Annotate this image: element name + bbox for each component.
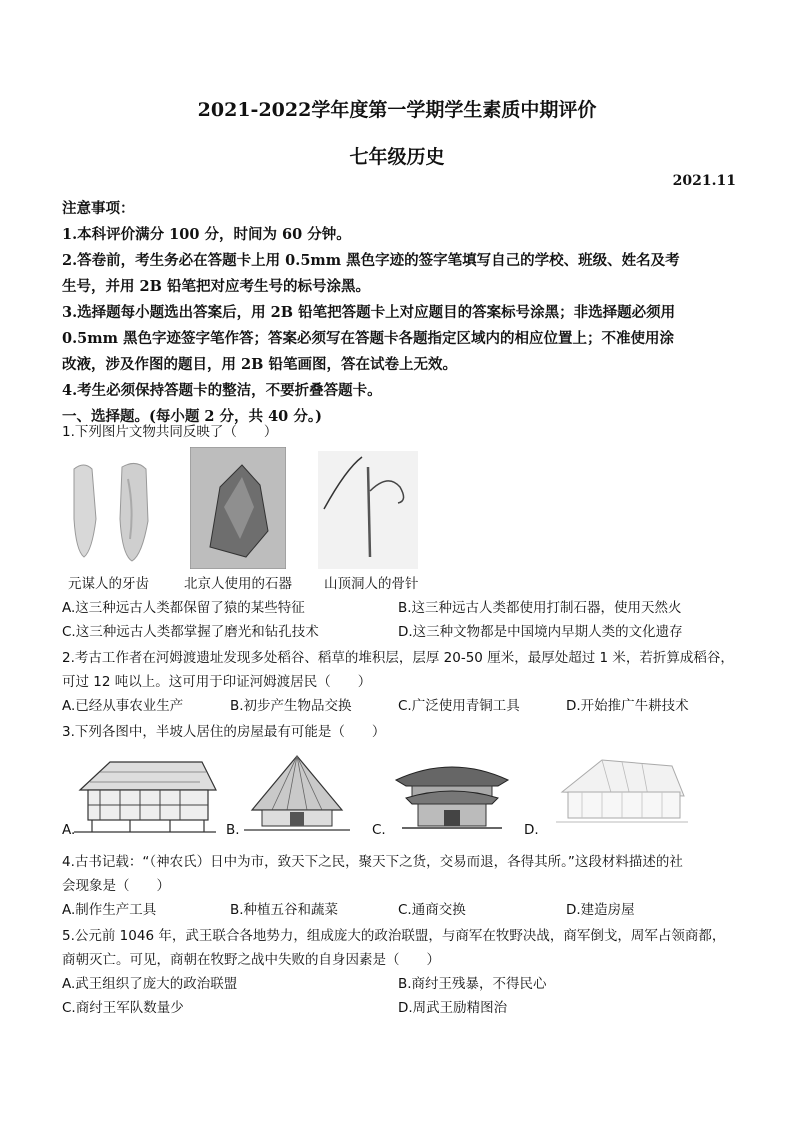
house-label-c: C. [372,822,386,838]
semi-subterranean-house-image [542,752,692,834]
stone-tool-image [190,447,286,569]
note-line: 0.5mm 黑色字迹签字笔作答；答案必须写在答题卡各题指定区域内的相应位置上；不准使用涂 [62,330,674,347]
option-d: D.周武王励精图治 [398,1000,508,1016]
question-text: 4.古书记载：“（神农氏）日中为市，致天下之民，聚天下之货，交易而退，各得其所。”这段材料描述的社 [62,854,683,870]
caption-teeth: 元谋人的牙齿 [68,576,149,592]
option-d: D.建造房屋 [566,902,635,918]
question-4 [62,850,734,922]
question-3-images [62,752,734,842]
caption-bone-needle: 山顶洞人的骨针 [324,576,419,592]
teeth-image [62,459,167,569]
option-b: B.种植五谷和蔬菜 [230,902,339,918]
question-text: 3.下列各图中，半坡人居住的房屋最有可能是（ ） [62,724,386,740]
note-line: 改液，涉及作图的题目，用 2B 铅笔画图，答在试卷上无效。 [62,356,457,373]
question-text: 商朝灭亡。可见，商朝在牧野之战中失败的自身因素是（ ） [62,952,440,968]
thatched-hut-image [242,752,352,836]
palace-image [392,754,512,836]
page-title: 2021-2022学年度第一学期学生素质中期评价 [197,99,597,121]
option-b: B.商纣王残暴，不得民心 [398,976,547,992]
question-2 [62,646,734,718]
option-a: A.已经从事农业生产 [62,698,184,714]
house-label-d: D. [524,822,539,838]
exam-notes [62,196,734,430]
question-3-stem [62,720,734,744]
option-d: D.开始推广牛耕技术 [566,698,689,714]
note-line: 4.考生必须保持答题卡的整洁，不要折叠答题卡。 [62,382,382,399]
option-c: C.商纣王军队数量少 [62,1000,184,1016]
question-1-stem [62,420,734,444]
option-a: A.武王组织了庞大的政治联盟 [62,976,238,992]
bone-needle-image [318,451,418,569]
house-label-a: A. [62,822,76,838]
option-b: B.初步产生物品交换 [230,698,352,714]
question-1-options [62,596,734,644]
question-text: 1.下列图片文物共同反映了（ ） [62,424,278,440]
caption-stone-tool: 北京人使用的石器 [184,576,292,592]
note-line: 3.选择题每小题选出答案后，用 2B 铅笔把答题卡上对应题目的答案标号涂黑；非选择题必须用 [62,304,676,321]
question-1-images [62,447,442,572]
page-subtitle: 七年级历史 [349,146,445,168]
question-text: 5.公元前 1046 年，武王联合各地势力，组成庞大的政治联盟，与商军在牧野决战，商军倒戈，周军占领商都， [62,928,726,944]
stilt-house-image [70,756,220,834]
option-a: A.这三种远古人类都保留了猿的某些特征 [62,600,305,616]
option-c: C.广泛使用青铜工具 [398,698,520,714]
option-c: C.这三种远古人类都掌握了磨光和钻孔技术 [62,624,319,640]
exam-date: 2021.11 [672,173,736,189]
note-line: 1.本科评价满分 100 分，时间为 60 分钟。 [62,226,351,243]
question-text: 可过 12 吨以上。这可用于印证河姆渡居民（ ） [62,674,372,690]
question-5 [62,924,734,1020]
question-text: 2.考古工作者在河姆渡遗址发现多处稻谷、稻草的堆积层，层厚 20-50 厘米，最厚处超过 1 米，若折算成稻谷， [62,650,734,666]
question-text: 会现象是（ ） [62,878,170,894]
option-b: B.这三种远古人类都使用打制石器，使用天然火 [398,600,682,616]
note-line: 生号，并用 2B 铅笔把对应考生号的标号涂黑。 [62,278,370,295]
option-a: A.制作生产工具 [62,902,157,918]
house-label-b: B. [226,822,240,838]
note-line: 2.答卷前，考生务必在答题卡上用 0.5mm 黑色字迹的签字笔填写自己的学校、班级、姓名及考 [62,252,680,269]
section-heading: 一、选择题。(每小题 2 分，共 40 分。) [62,408,322,425]
option-d: D.这三种文物都是中国境内早期人类的文化遗存 [398,624,683,640]
notes-heading: 注意事项： [62,200,135,217]
option-c: C.通商交换 [398,902,466,918]
